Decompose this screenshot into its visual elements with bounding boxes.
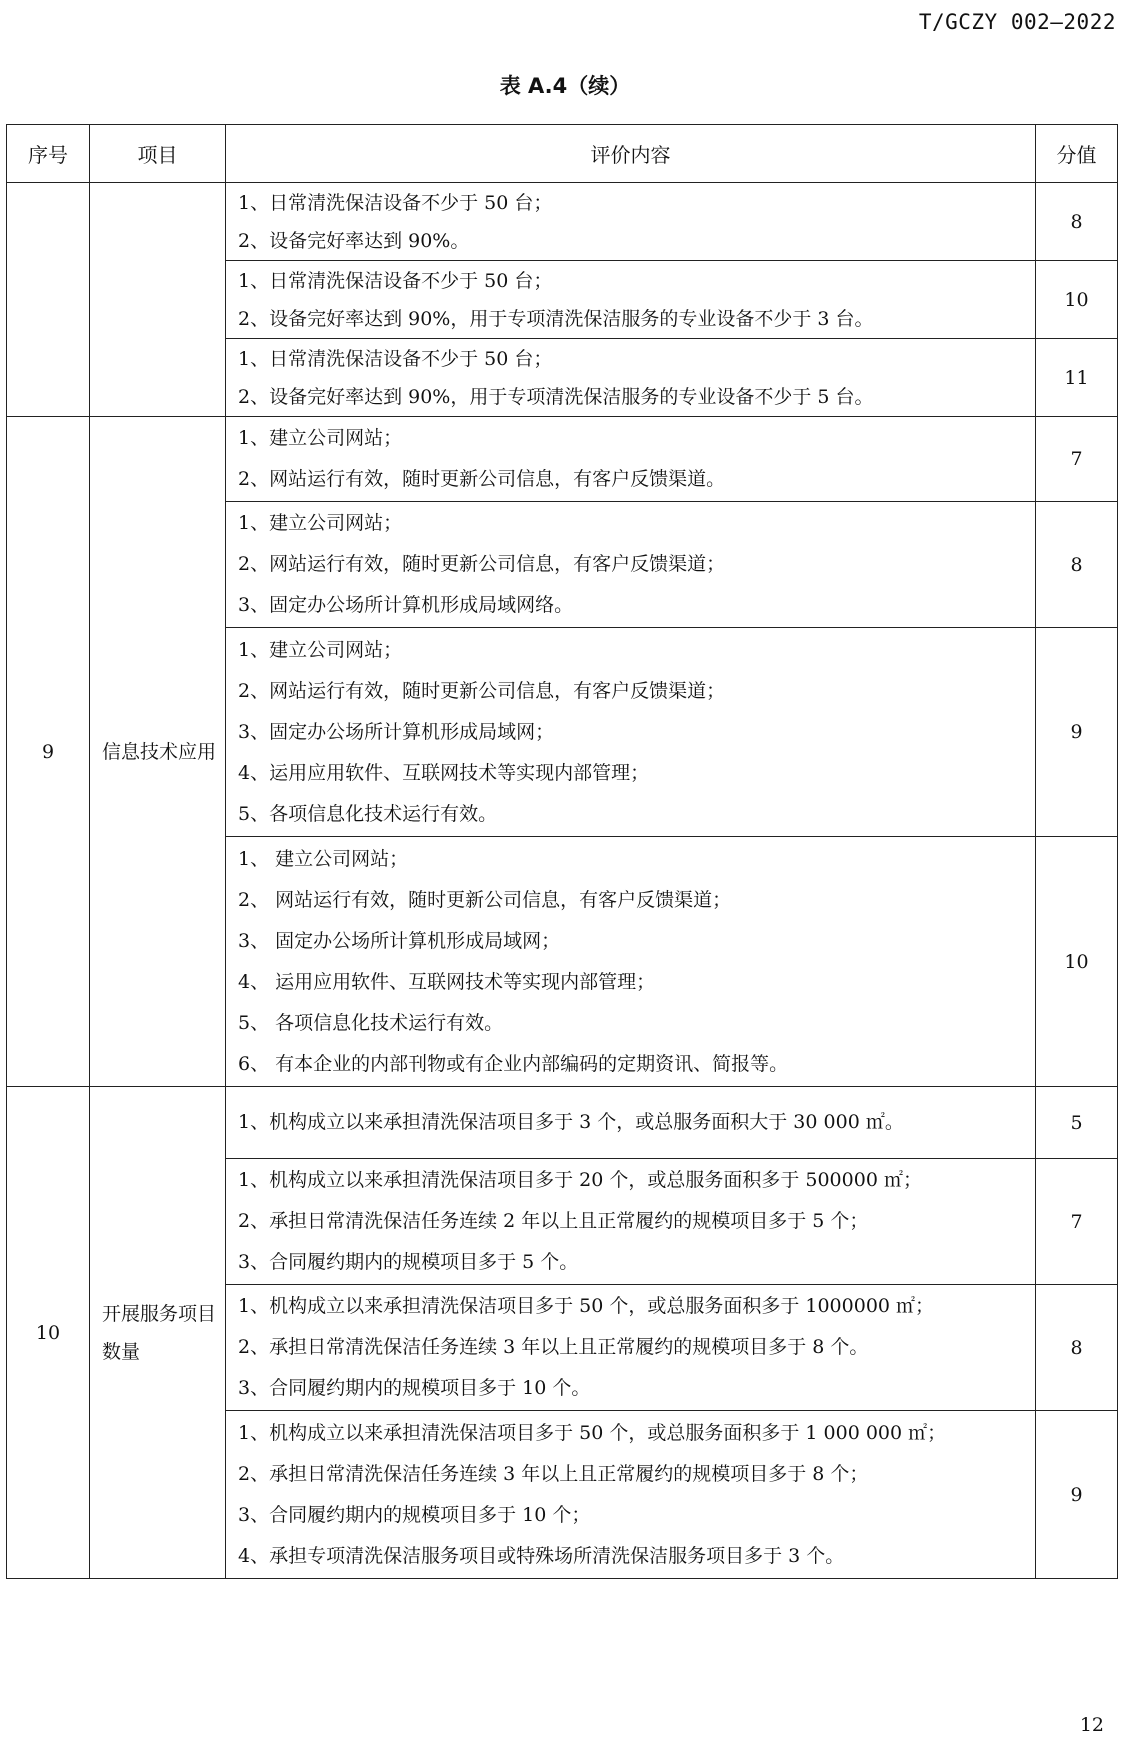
content-cell <box>226 1159 1036 1285</box>
row-no-cell <box>7 183 90 417</box>
content-line: 1、机构成立以来承担清洗保洁项目多于 50 个，或总服务面积多于 1 000 000 ㎡； <box>238 1421 947 1444</box>
score-cell: 10 <box>1036 261 1118 339</box>
content-line: 2、 网站运行有效，随时更新公司信息，有客户反馈渠道； <box>238 888 732 911</box>
content-cell <box>226 339 1036 417</box>
table-title: 表 A.4（续） <box>499 74 631 98</box>
content-line: 1、日常清洗保洁设备不少于 50 台； <box>238 269 553 292</box>
content-line: 2、设备完好率达到 90%，用于专项清洗保洁服务的专业设备不少于 5 台。 <box>238 385 874 408</box>
content-cell <box>226 417 1036 502</box>
content-line: 2、网站运行有效，随时更新公司信息，有客户反馈渠道； <box>238 553 726 575</box>
content-line: 2、设备完好率达到 90%。 <box>238 229 470 252</box>
table-header-row <box>7 125 1118 183</box>
content-cell <box>226 628 1036 837</box>
page-number: 12 <box>1079 1714 1104 1736</box>
score-cell: 9 <box>1036 1411 1118 1579</box>
content-line: 2、承担日常清洗保洁任务连续 3 年以上且正常履约的规模项目多于 8 个； <box>238 1462 869 1485</box>
content-line: 1、日常清洗保洁设备不少于 50 台； <box>238 347 553 370</box>
table-row <box>7 417 1118 502</box>
score-cell: 5 <box>1036 1087 1118 1159</box>
content-line: 5、各项信息化技术运行有效。 <box>238 802 498 825</box>
header-item: 项目 <box>90 125 226 183</box>
content-line: 5、 各项信息化技术运行有效。 <box>238 1011 504 1034</box>
content-line: 3、固定办公场所计算机形成局域网； <box>238 720 555 743</box>
document-code: T/GCZY 002—2022 <box>918 10 1116 34</box>
content-line: 1、建立公司网站； <box>238 427 403 449</box>
content-line: 3、固定办公场所计算机形成局域网络。 <box>238 594 574 616</box>
content-cell <box>226 837 1036 1087</box>
score-cell: 7 <box>1036 417 1118 502</box>
content-line: 3、合同履约期内的规模项目多于 5 个。 <box>238 1251 579 1273</box>
content-line: 2、网站运行有效，随时更新公司信息，有客户反馈渠道。 <box>238 468 726 490</box>
content-line: 4、 运用应用软件、互联网技术等实现内部管理； <box>238 970 656 993</box>
content-line: 1、日常清洗保洁设备不少于 50 台； <box>238 191 553 214</box>
header-score: 分值 <box>1036 125 1118 183</box>
content-line: 4、运用应用软件、互联网技术等实现内部管理； <box>238 761 650 784</box>
content-cell <box>226 261 1036 339</box>
row-item-cell: 信息技术应用 <box>90 417 226 1087</box>
content-cell <box>226 1087 1036 1159</box>
content-line: 6、 有本企业的内部刊物或有企业内部编码的定期资讯、简报等。 <box>238 1052 789 1075</box>
content-line: 3、合同履约期内的规模项目多于 10 个。 <box>238 1377 591 1399</box>
score-cell: 8 <box>1036 183 1118 261</box>
content-line: 3、 固定办公场所计算机形成局域网； <box>238 929 561 952</box>
table-row <box>7 183 1118 261</box>
content-line: 1、机构成立以来承担清洗保洁项目多于 50 个，或总服务面积多于 1000000 ㎡； <box>238 1295 935 1317</box>
score-cell: 8 <box>1036 1285 1118 1411</box>
content-line: 2、网站运行有效，随时更新公司信息，有客户反馈渠道； <box>238 679 726 702</box>
content-line: 3、合同履约期内的规模项目多于 10 个； <box>238 1503 591 1526</box>
content-cell <box>226 183 1036 261</box>
content-line: 2、设备完好率达到 90%，用于专项清洗保洁服务的专业设备不少于 3 台。 <box>238 307 874 330</box>
score-cell: 7 <box>1036 1159 1118 1285</box>
content-line: 1、 建立公司网站； <box>238 847 409 870</box>
score-cell: 8 <box>1036 502 1118 628</box>
row-item-cell: 开展服务项目数量 <box>90 1087 226 1579</box>
content-line: 1、机构成立以来承担清洗保洁项目多于 20 个，或总服务面积多于 500000 ㎡； <box>238 1169 922 1191</box>
content-cell <box>226 502 1036 628</box>
row-item-cell <box>90 183 226 417</box>
content-line: 2、承担日常清洗保洁任务连续 3 年以上且正常履约的规模项目多于 8 个。 <box>238 1336 869 1358</box>
score-cell: 9 <box>1036 628 1118 837</box>
content-cell <box>226 1285 1036 1411</box>
score-cell: 10 <box>1036 837 1118 1087</box>
content-line: 1、机构成立以来承担清洗保洁项目多于 3 个，或总服务面积大于 30 000 ㎡。 <box>238 1111 904 1133</box>
content-line: 1、建立公司网站； <box>238 512 403 534</box>
content-line: 1、建立公司网站； <box>238 638 403 661</box>
content-line: 2、承担日常清洗保洁任务连续 2 年以上且正常履约的规模项目多于 5 个； <box>238 1210 869 1232</box>
table-row <box>7 1087 1118 1159</box>
header-no: 序号 <box>7 125 90 183</box>
row-no-cell: 9 <box>7 417 90 1087</box>
row-no-cell: 10 <box>7 1087 90 1579</box>
header-content: 评价内容 <box>226 125 1036 183</box>
score-cell: 11 <box>1036 339 1118 417</box>
evaluation-table <box>6 124 1118 1579</box>
content-cell <box>226 1411 1036 1579</box>
content-line: 4、承担专项清洗保洁服务项目或特殊场所清洗保洁服务项目多于 3 个。 <box>238 1544 845 1567</box>
